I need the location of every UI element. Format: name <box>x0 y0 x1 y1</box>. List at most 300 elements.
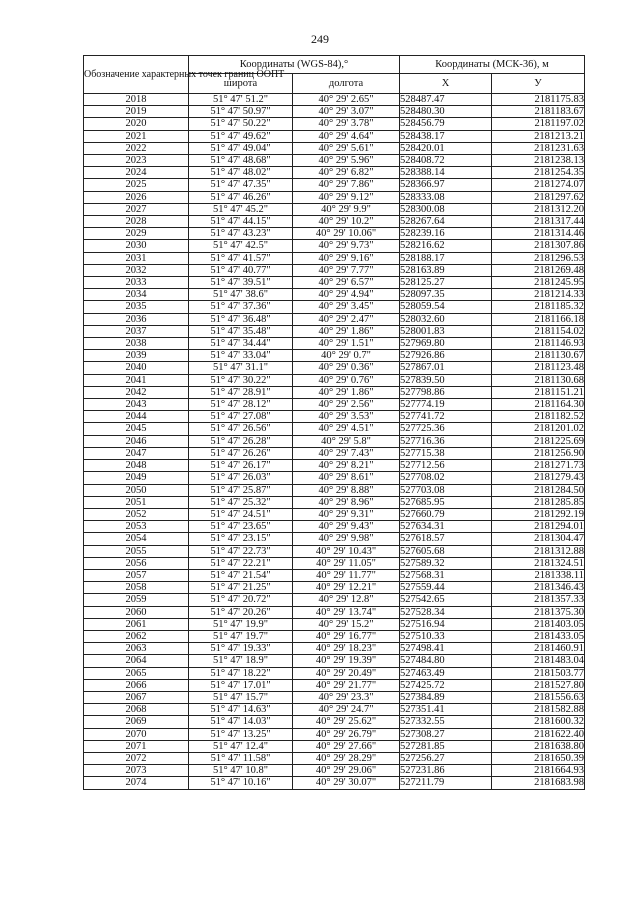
cell-y: 2181433.05 <box>492 630 585 642</box>
cell-x: 527969.80 <box>400 338 492 350</box>
cell-x: 528408.72 <box>400 155 492 167</box>
cell-latitude: 51° 47' 10.8" <box>189 765 293 777</box>
cell-x: 528333.08 <box>400 191 492 203</box>
cell-latitude: 51° 47' 26.28" <box>189 435 293 447</box>
cell-longitude: 40° 29' 9.98" <box>293 533 400 545</box>
cell-y: 2181185.32 <box>492 301 585 313</box>
table-row <box>84 179 585 191</box>
cell-longitude: 40° 29' 7.86" <box>293 179 400 191</box>
cell-point-id: 2068 <box>84 704 189 716</box>
cell-x: 527634.31 <box>400 521 492 533</box>
table-row <box>84 435 585 447</box>
cell-point-id: 2055 <box>84 545 189 557</box>
cell-x: 527660.79 <box>400 508 492 520</box>
header-wgs84: Координаты (WGS-84),° <box>189 56 400 74</box>
cell-y: 2181460.91 <box>492 643 585 655</box>
table-row <box>84 484 585 496</box>
cell-point-id: 2061 <box>84 618 189 630</box>
cell-x: 528480.30 <box>400 106 492 118</box>
cell-longitude: 40° 29' 25.62" <box>293 716 400 728</box>
cell-longitude: 40° 29' 12.8" <box>293 594 400 606</box>
cell-y: 2181213.21 <box>492 130 585 142</box>
table-row <box>84 679 585 691</box>
coordinates-table <box>83 55 585 790</box>
page-number: 249 <box>311 32 329 46</box>
cell-latitude: 51° 47' 12.4" <box>189 740 293 752</box>
cell-y: 2181527.80 <box>492 679 585 691</box>
cell-y: 2181197.02 <box>492 118 585 130</box>
cell-latitude: 51° 47' 26.17" <box>189 460 293 472</box>
cell-point-id: 2052 <box>84 508 189 520</box>
cell-point-id: 2041 <box>84 374 189 386</box>
cell-y: 2181307.86 <box>492 240 585 252</box>
cell-point-id: 2022 <box>84 142 189 154</box>
cell-y: 2181338.11 <box>492 569 585 581</box>
table-row <box>84 362 585 374</box>
cell-y: 2181201.02 <box>492 423 585 435</box>
cell-y: 2181503.77 <box>492 667 585 679</box>
table-row <box>84 313 585 325</box>
cell-longitude: 40° 29' 19.39" <box>293 655 400 667</box>
cell-y: 2181324.51 <box>492 557 585 569</box>
cell-x: 528300.08 <box>400 203 492 215</box>
cell-x: 528059.54 <box>400 301 492 313</box>
cell-x: 527559.44 <box>400 582 492 594</box>
cell-longitude: 40° 29' 23.3" <box>293 691 400 703</box>
cell-point-id: 2028 <box>84 216 189 228</box>
table-row <box>84 264 585 276</box>
cell-longitude: 40° 29' 18.23" <box>293 643 400 655</box>
cell-longitude: 40° 29' 8.21" <box>293 460 400 472</box>
cell-point-id: 2035 <box>84 301 189 313</box>
cell-longitude: 40° 29' 3.07" <box>293 106 400 118</box>
cell-longitude: 40° 29' 2.65" <box>293 94 400 106</box>
cell-y: 2181214.33 <box>492 289 585 301</box>
cell-y: 2181285.85 <box>492 496 585 508</box>
cell-y: 2181254.35 <box>492 167 585 179</box>
table-row <box>84 667 585 679</box>
cell-longitude: 40° 29' 29.06" <box>293 765 400 777</box>
cell-x: 527211.79 <box>400 777 492 789</box>
table-row <box>84 533 585 545</box>
cell-latitude: 51° 47' 38.6" <box>189 289 293 301</box>
cell-x: 527256.27 <box>400 752 492 764</box>
table-row <box>84 386 585 398</box>
table-row <box>84 643 585 655</box>
cell-latitude: 51° 47' 47.35" <box>189 179 293 191</box>
table-row <box>84 752 585 764</box>
table-row <box>84 118 585 130</box>
cell-point-id: 2049 <box>84 472 189 484</box>
table-row <box>84 289 585 301</box>
cell-x: 527425.72 <box>400 679 492 691</box>
cell-x: 528420.01 <box>400 142 492 154</box>
cell-point-id: 2045 <box>84 423 189 435</box>
table-row <box>84 704 585 716</box>
cell-x: 528267.64 <box>400 216 492 228</box>
table-row <box>84 191 585 203</box>
cell-longitude: 40° 29' 10.43" <box>293 545 400 557</box>
cell-y: 2181225.69 <box>492 435 585 447</box>
table-row <box>84 496 585 508</box>
table-row <box>84 325 585 337</box>
cell-point-id: 2051 <box>84 496 189 508</box>
cell-latitude: 51° 47' 39.51" <box>189 277 293 289</box>
cell-longitude: 40° 29' 12.21" <box>293 582 400 594</box>
cell-longitude: 40° 29' 9.43" <box>293 521 400 533</box>
cell-point-id: 2060 <box>84 606 189 618</box>
cell-point-id: 2039 <box>84 350 189 362</box>
cell-x: 528456.79 <box>400 118 492 130</box>
cell-latitude: 51° 47' 28.91" <box>189 386 293 398</box>
cell-latitude: 51° 47' 20.26" <box>189 606 293 618</box>
cell-point-id: 2069 <box>84 716 189 728</box>
table-row <box>84 618 585 630</box>
cell-y: 2181166.18 <box>492 313 585 325</box>
cell-y: 2181123.48 <box>492 362 585 374</box>
table-row <box>84 472 585 484</box>
cell-longitude: 40° 29' 3.45" <box>293 301 400 313</box>
cell-latitude: 51° 47' 21.54" <box>189 569 293 581</box>
cell-x: 527542.65 <box>400 594 492 606</box>
table-row <box>84 655 585 667</box>
cell-longitude: 40° 29' 11.77" <box>293 569 400 581</box>
cell-point-id: 2059 <box>84 594 189 606</box>
cell-latitude: 51° 47' 26.56" <box>189 423 293 435</box>
cell-x: 527510.33 <box>400 630 492 642</box>
table-row <box>84 728 585 740</box>
cell-y: 2181231.63 <box>492 142 585 154</box>
cell-y: 2181304.47 <box>492 533 585 545</box>
cell-point-id: 2026 <box>84 191 189 203</box>
cell-x: 527463.49 <box>400 667 492 679</box>
cell-x: 528032.60 <box>400 313 492 325</box>
cell-x: 528188.17 <box>400 252 492 264</box>
cell-point-id: 2050 <box>84 484 189 496</box>
table-row <box>84 106 585 118</box>
cell-latitude: 51° 47' 46.26" <box>189 191 293 203</box>
cell-longitude: 40° 29' 11.05" <box>293 557 400 569</box>
cell-y: 2181146.93 <box>492 338 585 350</box>
header-latitude: широта <box>189 74 293 94</box>
cell-longitude: 40° 29' 3.78" <box>293 118 400 130</box>
cell-x: 528097.35 <box>400 289 492 301</box>
cell-longitude: 40° 29' 0.76" <box>293 374 400 386</box>
cell-latitude: 51° 47' 26.26" <box>189 447 293 459</box>
cell-y: 2181269.48 <box>492 264 585 276</box>
cell-y: 2181183.67 <box>492 106 585 118</box>
table-row <box>84 399 585 411</box>
table-row <box>84 447 585 459</box>
cell-y: 2181182.52 <box>492 411 585 423</box>
cell-point-id: 2071 <box>84 740 189 752</box>
table-row <box>84 691 585 703</box>
cell-y: 2181151.21 <box>492 386 585 398</box>
cell-point-id: 2056 <box>84 557 189 569</box>
cell-latitude: 51° 47' 26.03" <box>189 472 293 484</box>
cell-x: 528163.89 <box>400 264 492 276</box>
table-row <box>84 277 585 289</box>
cell-latitude: 51° 47' 36.48" <box>189 313 293 325</box>
cell-y: 2181375.30 <box>492 606 585 618</box>
header-longitude: долгота <box>293 74 400 94</box>
cell-point-id: 2019 <box>84 106 189 118</box>
cell-x: 527703.08 <box>400 484 492 496</box>
cell-latitude: 51° 47' 37.36" <box>189 301 293 313</box>
cell-point-id: 2027 <box>84 203 189 215</box>
table-row <box>84 508 585 520</box>
table-row <box>84 545 585 557</box>
cell-longitude: 40° 29' 0.36" <box>293 362 400 374</box>
cell-point-id: 2067 <box>84 691 189 703</box>
cell-x: 527308.27 <box>400 728 492 740</box>
cell-y: 2181279.43 <box>492 472 585 484</box>
cell-x: 527568.31 <box>400 569 492 581</box>
cell-x: 528125.27 <box>400 277 492 289</box>
cell-latitude: 51° 47' 10.16" <box>189 777 293 789</box>
cell-latitude: 51° 47' 20.72" <box>189 594 293 606</box>
cell-longitude: 40° 29' 9.9" <box>293 203 400 215</box>
cell-longitude: 40° 29' 8.96" <box>293 496 400 508</box>
cell-latitude: 51° 47' 19.7" <box>189 630 293 642</box>
cell-longitude: 40° 29' 4.64" <box>293 130 400 142</box>
cell-latitude: 51° 47' 30.22" <box>189 374 293 386</box>
table-row <box>84 216 585 228</box>
cell-longitude: 40° 29' 9.16" <box>293 252 400 264</box>
cell-y: 2181582.88 <box>492 704 585 716</box>
cell-latitude: 51° 47' 49.04" <box>189 142 293 154</box>
cell-latitude: 51° 47' 33.04" <box>189 350 293 362</box>
cell-x: 527741.72 <box>400 411 492 423</box>
cell-y: 2181556.63 <box>492 691 585 703</box>
cell-longitude: 40° 29' 7.77" <box>293 264 400 276</box>
cell-latitude: 51° 47' 35.48" <box>189 325 293 337</box>
cell-latitude: 51° 47' 21.25" <box>189 582 293 594</box>
cell-point-id: 2062 <box>84 630 189 642</box>
cell-x: 527332.55 <box>400 716 492 728</box>
cell-x: 527867.01 <box>400 362 492 374</box>
cell-point-id: 2036 <box>84 313 189 325</box>
cell-x: 527774.19 <box>400 399 492 411</box>
cell-y: 2181600.32 <box>492 716 585 728</box>
cell-y: 2181238.13 <box>492 155 585 167</box>
cell-y: 2181314.46 <box>492 228 585 240</box>
cell-x: 527281.85 <box>400 740 492 752</box>
table-row <box>84 350 585 362</box>
table-row <box>84 301 585 313</box>
cell-point-id: 2038 <box>84 338 189 350</box>
cell-x: 528388.14 <box>400 167 492 179</box>
cell-y: 2181312.88 <box>492 545 585 557</box>
cell-point-id: 2018 <box>84 94 189 106</box>
cell-longitude: 40° 29' 0.7" <box>293 350 400 362</box>
table-row <box>84 167 585 179</box>
cell-latitude: 51° 47' 14.63" <box>189 704 293 716</box>
cell-longitude: 40° 29' 7.43" <box>293 447 400 459</box>
cell-x: 528366.97 <box>400 179 492 191</box>
cell-point-id: 2034 <box>84 289 189 301</box>
cell-x: 528487.47 <box>400 94 492 106</box>
cell-point-id: 2024 <box>84 167 189 179</box>
cell-y: 2181245.95 <box>492 277 585 289</box>
table-row <box>84 374 585 386</box>
table-row <box>84 411 585 423</box>
header-msk36: Координаты (МСК-36), м <box>400 56 585 74</box>
cell-point-id: 2046 <box>84 435 189 447</box>
table-row <box>84 252 585 264</box>
cell-point-id: 2037 <box>84 325 189 337</box>
cell-point-id: 2042 <box>84 386 189 398</box>
cell-latitude: 51° 47' 14.03" <box>189 716 293 728</box>
cell-latitude: 51° 47' 50.97" <box>189 106 293 118</box>
cell-latitude: 51° 47' 50.22" <box>189 118 293 130</box>
cell-point-id: 2063 <box>84 643 189 655</box>
cell-x: 527926.86 <box>400 350 492 362</box>
cell-y: 2181296.53 <box>492 252 585 264</box>
cell-x: 528438.17 <box>400 130 492 142</box>
cell-y: 2181274.07 <box>492 179 585 191</box>
table-row <box>84 240 585 252</box>
table-row <box>84 94 585 106</box>
cell-latitude: 51° 47' 28.12" <box>189 399 293 411</box>
cell-latitude: 51° 47' 27.08" <box>189 411 293 423</box>
table-row <box>84 203 585 215</box>
cell-longitude: 40° 29' 21.77" <box>293 679 400 691</box>
table-row <box>84 142 585 154</box>
cell-x: 527712.56 <box>400 460 492 472</box>
cell-point-id: 2058 <box>84 582 189 594</box>
cell-x: 527708.02 <box>400 472 492 484</box>
cell-latitude: 51° 47' 31.1" <box>189 362 293 374</box>
cell-y: 2181164.30 <box>492 399 585 411</box>
cell-x: 528001.83 <box>400 325 492 337</box>
cell-point-id: 2070 <box>84 728 189 740</box>
cell-longitude: 40° 29' 20.49" <box>293 667 400 679</box>
cell-y: 2181297.62 <box>492 191 585 203</box>
cell-x: 527384.89 <box>400 691 492 703</box>
cell-latitude: 51° 47' 44.15" <box>189 216 293 228</box>
cell-x: 527484.80 <box>400 655 492 667</box>
cell-latitude: 51° 47' 23.15" <box>189 533 293 545</box>
header-point-name: Обозначение характерных точек границ ООПТ <box>84 56 189 94</box>
cell-latitude: 51° 47' 40.77" <box>189 264 293 276</box>
cell-longitude: 40° 29' 3.53" <box>293 411 400 423</box>
cell-point-id: 2065 <box>84 667 189 679</box>
cell-latitude: 51° 47' 19.33" <box>189 643 293 655</box>
cell-y: 2181175.83 <box>492 94 585 106</box>
cell-point-id: 2029 <box>84 228 189 240</box>
cell-longitude: 40° 29' 9.73" <box>293 240 400 252</box>
cell-y: 2181664.93 <box>492 765 585 777</box>
cell-longitude: 40° 29' 13.74" <box>293 606 400 618</box>
cell-latitude: 51° 47' 49.62" <box>189 130 293 142</box>
table-row <box>84 740 585 752</box>
cell-x: 527528.34 <box>400 606 492 618</box>
cell-latitude: 51° 47' 34.44" <box>189 338 293 350</box>
cell-point-id: 2040 <box>84 362 189 374</box>
cell-longitude: 40° 29' 5.96" <box>293 155 400 167</box>
cell-point-id: 2030 <box>84 240 189 252</box>
cell-y: 2181284.50 <box>492 484 585 496</box>
cell-y: 2181650.39 <box>492 752 585 764</box>
cell-latitude: 51° 47' 48.68" <box>189 155 293 167</box>
cell-longitude: 40° 29' 10.06" <box>293 228 400 240</box>
cell-point-id: 2043 <box>84 399 189 411</box>
cell-y: 2181294.01 <box>492 521 585 533</box>
header-x: X <box>400 74 492 94</box>
cell-latitude: 51° 47' 25.87" <box>189 484 293 496</box>
table-row <box>84 606 585 618</box>
cell-point-id: 2072 <box>84 752 189 764</box>
table-row <box>84 777 585 789</box>
cell-y: 2181622.40 <box>492 728 585 740</box>
cell-y: 2181292.19 <box>492 508 585 520</box>
cell-x: 527498.41 <box>400 643 492 655</box>
cell-x: 527351.41 <box>400 704 492 716</box>
cell-latitude: 51° 47' 23.65" <box>189 521 293 533</box>
cell-latitude: 51° 47' 24.51" <box>189 508 293 520</box>
cell-y: 2181638.80 <box>492 740 585 752</box>
cell-y: 2181271.73 <box>492 460 585 472</box>
cell-longitude: 40° 29' 6.82" <box>293 167 400 179</box>
cell-x: 527605.68 <box>400 545 492 557</box>
cell-point-id: 2021 <box>84 130 189 142</box>
table-row <box>84 557 585 569</box>
table-row <box>84 594 585 606</box>
cell-longitude: 40° 29' 9.31" <box>293 508 400 520</box>
table-row <box>84 130 585 142</box>
cell-point-id: 2032 <box>84 264 189 276</box>
cell-y: 2181317.44 <box>492 216 585 228</box>
cell-latitude: 51° 47' 45.2" <box>189 203 293 215</box>
cell-x: 527685.95 <box>400 496 492 508</box>
cell-point-id: 2057 <box>84 569 189 581</box>
cell-x: 527516.94 <box>400 618 492 630</box>
cell-longitude: 40° 29' 6.57" <box>293 277 400 289</box>
cell-latitude: 51° 47' 41.57" <box>189 252 293 264</box>
cell-longitude: 40° 29' 26.79" <box>293 728 400 740</box>
cell-longitude: 40° 29' 9.12" <box>293 191 400 203</box>
cell-longitude: 40° 29' 5.61" <box>293 142 400 154</box>
cell-point-id: 2054 <box>84 533 189 545</box>
cell-longitude: 40° 29' 27.66" <box>293 740 400 752</box>
cell-y: 2181483.04 <box>492 655 585 667</box>
cell-x: 527618.57 <box>400 533 492 545</box>
cell-latitude: 51° 47' 43.23" <box>189 228 293 240</box>
cell-y: 2181130.67 <box>492 350 585 362</box>
cell-x: 528239.16 <box>400 228 492 240</box>
cell-longitude: 40° 29' 5.8" <box>293 435 400 447</box>
cell-latitude: 51° 47' 17.01" <box>189 679 293 691</box>
cell-point-id: 2023 <box>84 155 189 167</box>
cell-point-id: 2066 <box>84 679 189 691</box>
cell-point-id: 2020 <box>84 118 189 130</box>
cell-longitude: 40° 29' 28.29" <box>293 752 400 764</box>
cell-point-id: 2053 <box>84 521 189 533</box>
cell-longitude: 40° 29' 4.94" <box>293 289 400 301</box>
cell-point-id: 2064 <box>84 655 189 667</box>
table-row <box>84 155 585 167</box>
cell-longitude: 40° 29' 8.61" <box>293 472 400 484</box>
table-row <box>84 716 585 728</box>
cell-y: 2181357.33 <box>492 594 585 606</box>
cell-x: 527725.36 <box>400 423 492 435</box>
cell-y: 2181154.02 <box>492 325 585 337</box>
cell-point-id: 2031 <box>84 252 189 264</box>
cell-latitude: 51° 47' 22.21" <box>189 557 293 569</box>
cell-latitude: 51° 47' 18.22" <box>189 667 293 679</box>
cell-latitude: 51° 47' 19.9" <box>189 618 293 630</box>
